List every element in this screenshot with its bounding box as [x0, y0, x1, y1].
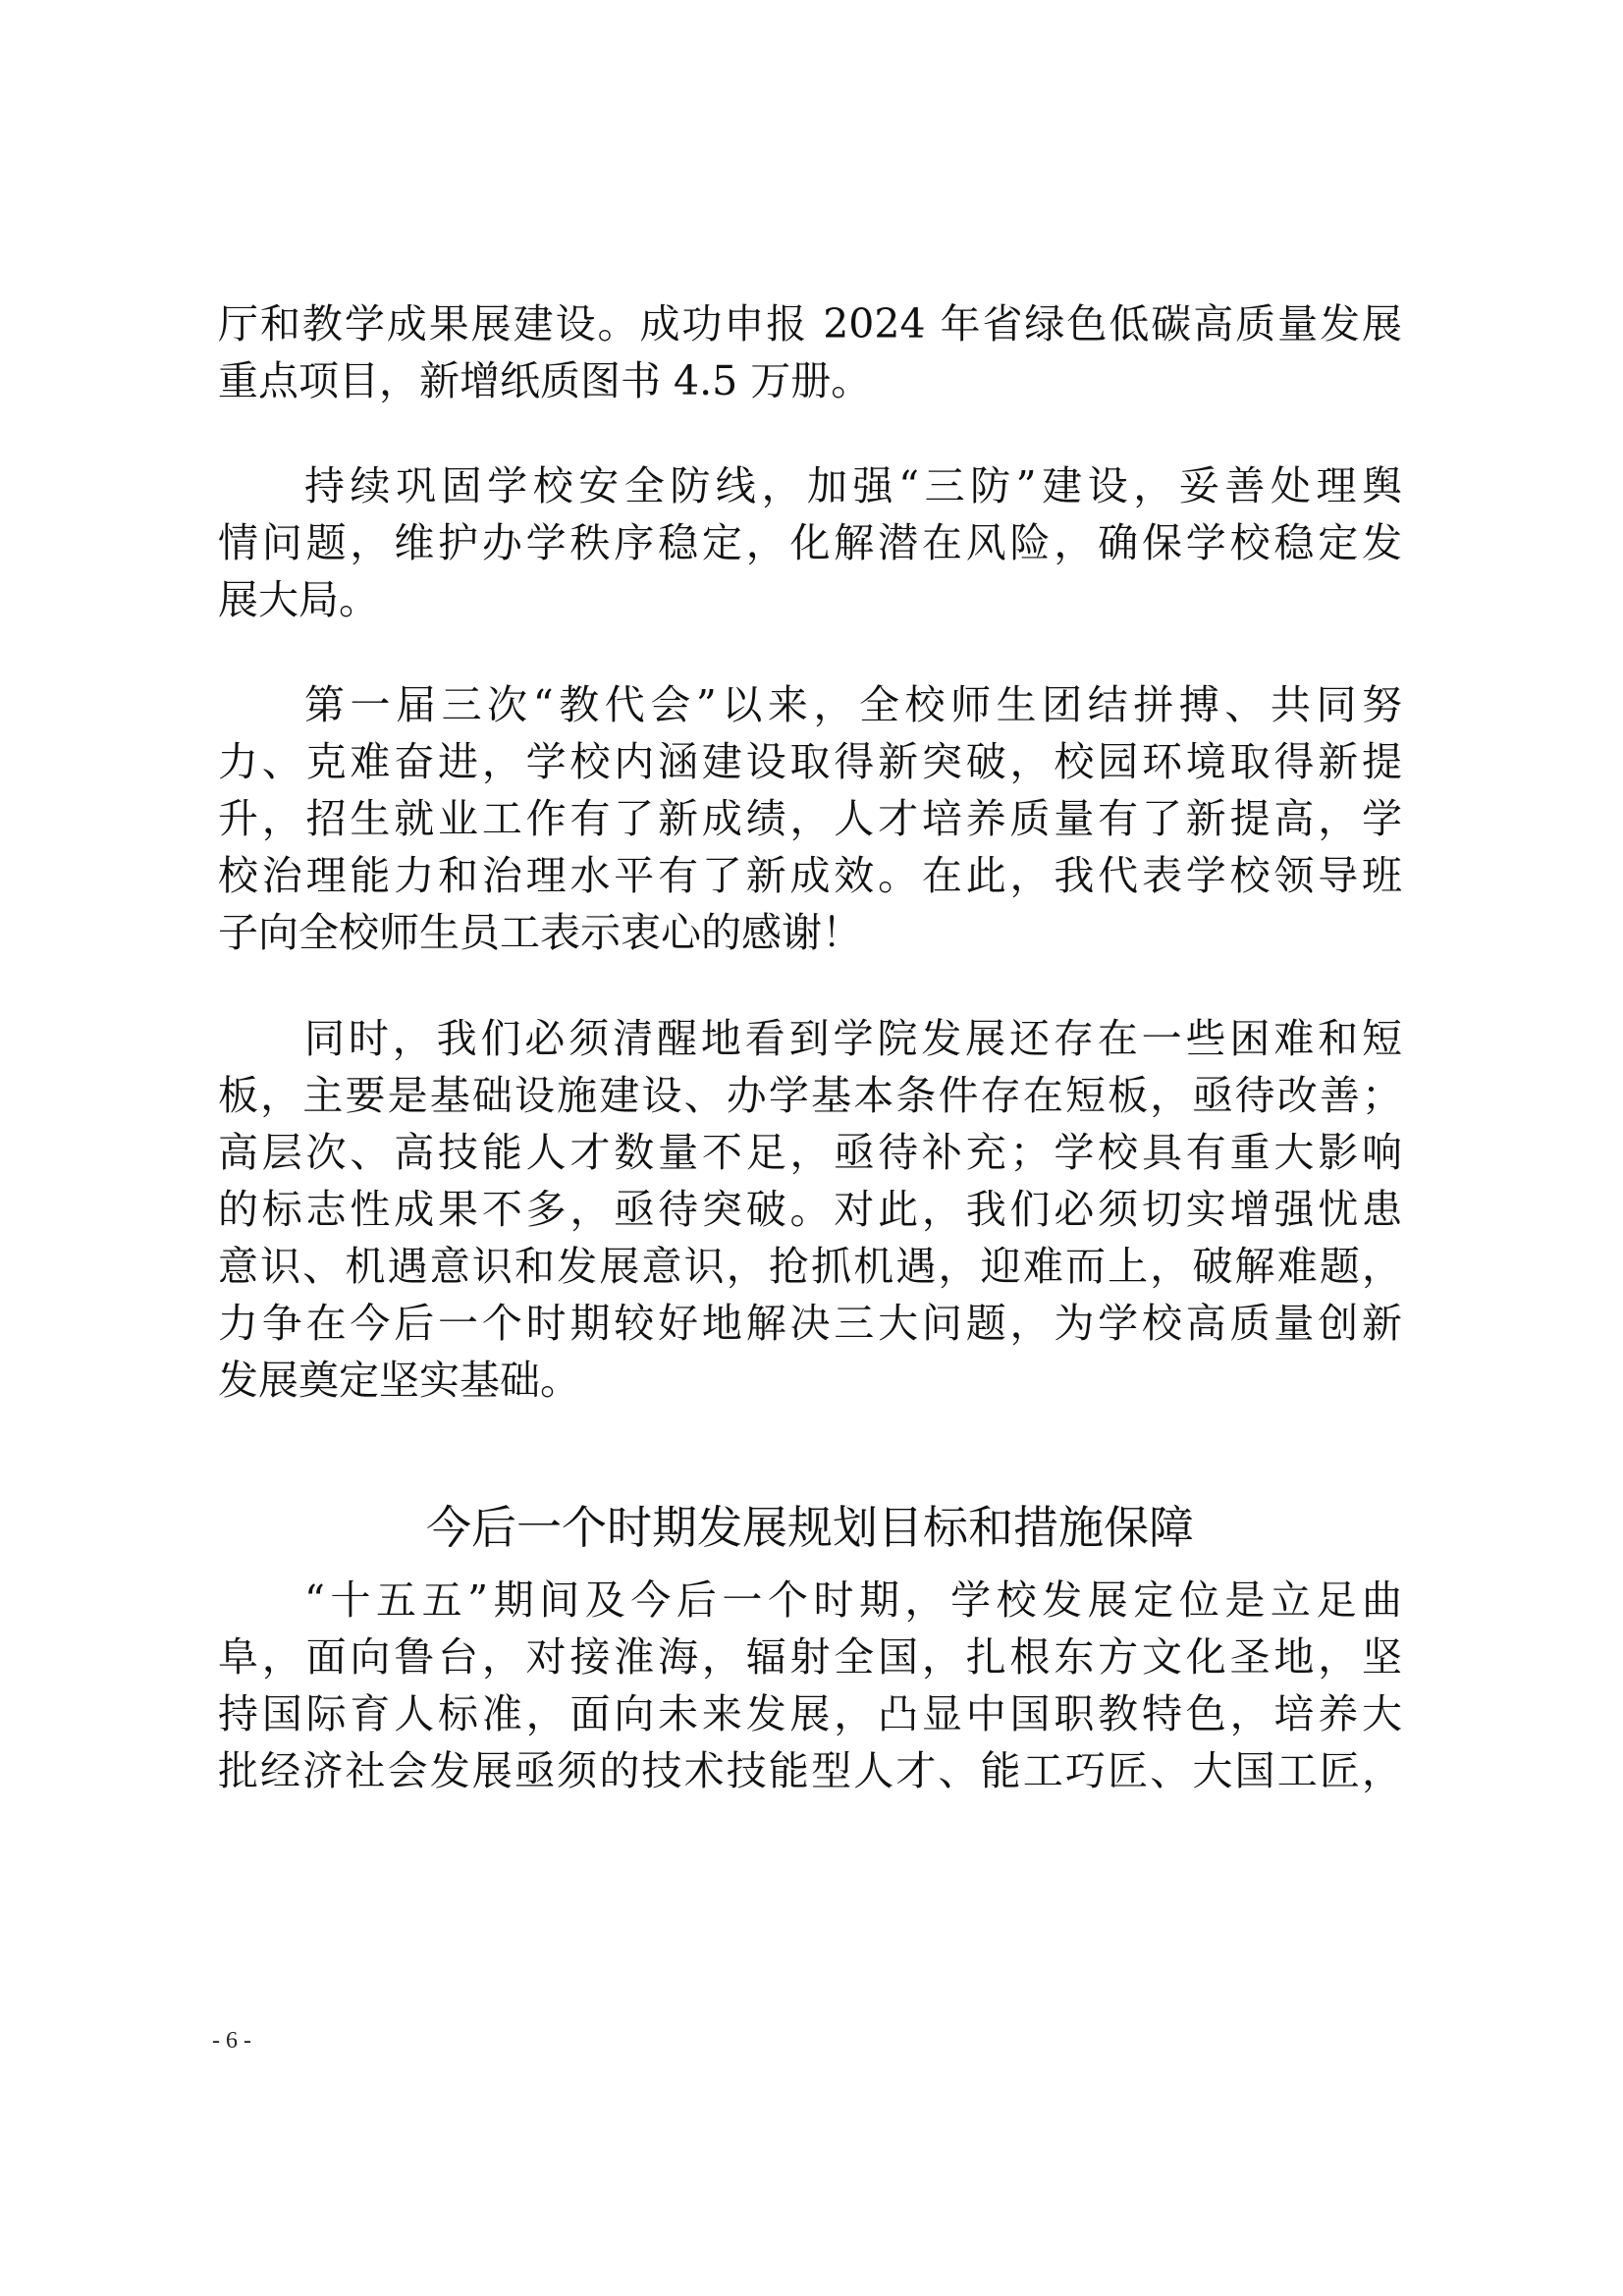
paragraph-first-line: “十五五”期间及今后一个时期，学校发展定位是立足曲: [304, 1576, 1402, 1624]
paragraph-line: 的标志性成果不多，亟待突破。对此，我们必须切实增强忧患: [218, 1186, 1402, 1233]
paragraph-line: 批经济社会发展亟须的技术技能型人才、能工巧匠、大国工匠，: [218, 1747, 1402, 1794]
paragraph-line: 厅和教学成果展建设。成功申报 2024 年省绿色低碳高质量发展: [218, 300, 1402, 347]
paragraph-line: 意识、机遇意识和发展意识，抢抓机遇，迎难而上，破解难题，: [218, 1243, 1402, 1290]
paragraph-line: 情问题，维护办学秩序稳定，化解潜在风险，确保学校稳定发: [218, 519, 1402, 566]
paragraph-first-line: 同时，我们必须清醒地看到学院发展还存在一些困难和短: [304, 1015, 1402, 1062]
paragraph-line: 力争在今后一个时期较好地解决三大问题，为学校高质量创新: [218, 1300, 1402, 1347]
paragraph-line: 校治理能力和治理水平有了新成效。在此，我代表学校领导班: [218, 852, 1402, 899]
paragraph-line: 持国际育人标准，面向未来发展，凸显中国职教特色，培养大: [218, 1690, 1402, 1737]
paragraph-line: 力、克难奋进，学校内涵建设取得新突破，校园环境取得新提: [218, 738, 1402, 785]
paragraph-line: 发展奠定坚实基础。: [218, 1357, 580, 1404]
paragraph-first-line: 持续巩固学校安全防线，加强“三防”建设，妥善处理舆: [304, 462, 1402, 509]
paragraph-first-line: 第一届三次“教代会”以来，全校师生团结拼搏、共同努: [304, 681, 1402, 728]
paragraph-line: 高层次、高技能人才数量不足，亟待补充；学校具有重大影响: [218, 1129, 1402, 1176]
paragraph-line: 重点项目，新增纸质图书 4.5 万册。: [218, 357, 872, 404]
paragraph-line: 展大局。: [218, 576, 379, 623]
paragraph-line: 子向全校师生员工表示衷心的感谢！: [218, 909, 862, 956]
paragraph-line: 板，主要是基础设施建设、办学基本条件存在短板，亟待改善；: [218, 1072, 1402, 1119]
paragraph-line: 阜，面向鲁台，对接淮海，辐射全国，扎根东方文化圣地，坚: [218, 1633, 1402, 1681]
section-heading: 今后一个时期发展规划目标和措施保障: [426, 1501, 1194, 1554]
page-number: - 6 -: [212, 2028, 251, 2054]
paragraph-line: 升，招生就业工作有了新成绩，人才培养质量有了新提高，学: [218, 795, 1402, 842]
